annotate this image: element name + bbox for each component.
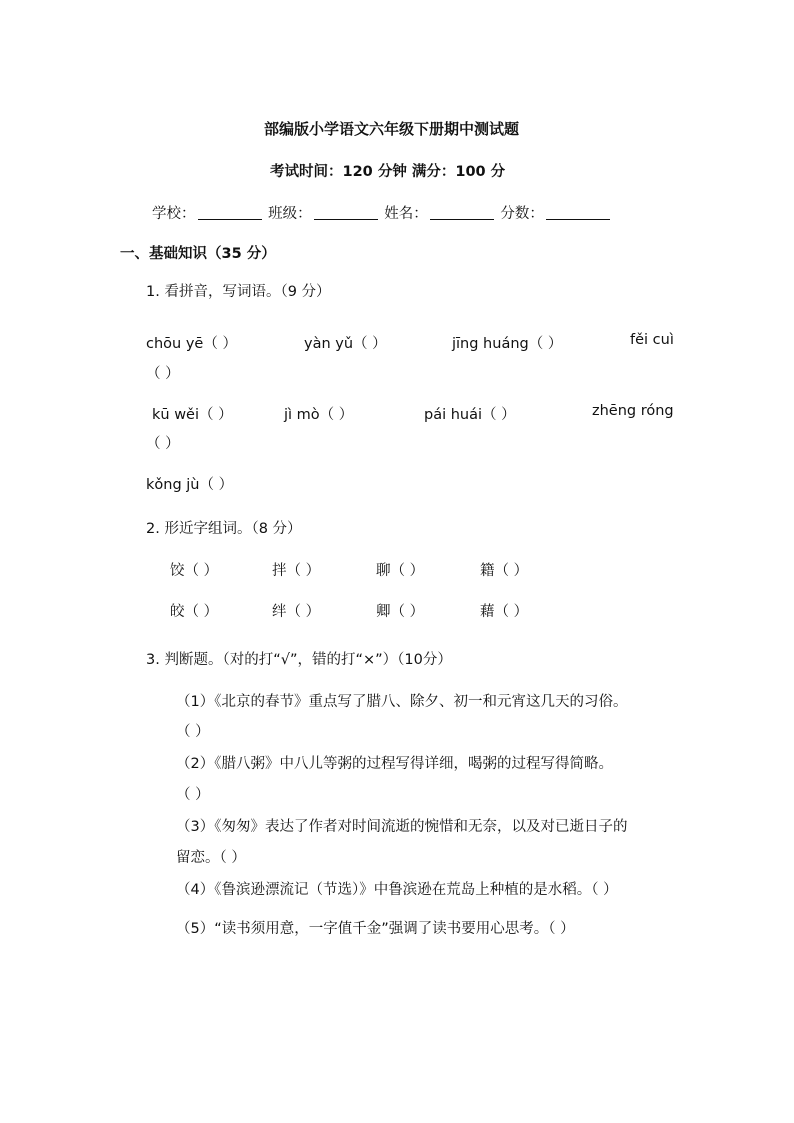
name-label: 姓名： (384, 206, 428, 222)
class-blank (314, 205, 378, 220)
section-1-heading: 一、基础知识（35 分） (120, 246, 276, 262)
q1-item-wrap: （ ） (146, 366, 180, 382)
q1-item-wrap: （ ） (146, 436, 180, 452)
q2-item: 藉（ ） (480, 604, 529, 620)
q3-answer-blank: （ ） (176, 787, 210, 803)
class-label: 班级： (268, 206, 312, 222)
q3-answer-blank: （ ） (176, 724, 210, 740)
q2-heading: 2. 形近字组词。（8 分） (146, 521, 302, 537)
q1-item: zhēng róng (592, 403, 674, 419)
q2-item: 饺（ ） (170, 563, 219, 579)
q1-item: chōu yē（ ） (146, 336, 237, 352)
school-label: 学校： (152, 206, 196, 222)
q1-item: fěi cuì (630, 332, 674, 348)
q3-statement: （4）《鲁滨逊漂流记（节选）》中鲁滨逊在荒岛上种植的是水稻。（ ） (176, 882, 618, 898)
q2-item: 聊（ ） (376, 563, 425, 579)
q3-statement: （1）《北京的春节》重点写了腊八、除夕、初一和元宵这几天的习俗。 (176, 694, 628, 710)
student-info-line (152, 202, 612, 223)
q3-statement: （5）“读书须用意，一字值千金”强调了读书要用心思考。（ ） (176, 921, 575, 937)
q3-statement: （3）《匆匆》表达了作者对时间流逝的惋惜和无奈，以及对已逝日子的 (176, 819, 628, 835)
q1-item: kū wěi（ ） (152, 407, 233, 423)
q1-item: jì mò（ ） (284, 407, 354, 423)
q2-item: 绊（ ） (272, 604, 321, 620)
q1-item: yàn yǔ（ ） (304, 336, 387, 352)
school-blank (198, 205, 262, 220)
q2-item: 拌（ ） (272, 563, 321, 579)
exam-info: 考试时间：120 分钟 满分：100 分 (270, 164, 506, 180)
q2-item: 籍（ ） (480, 563, 529, 579)
name-blank (430, 205, 494, 220)
q1-item: pái huái（ ） (424, 407, 516, 423)
score-label: 分数： (500, 206, 544, 222)
q2-item: 皎（ ） (170, 604, 219, 620)
q3-statement-cont: 留恋。（ ） (176, 850, 246, 866)
page-title: 部编版小学语文六年级下册期中测试题 (264, 120, 520, 138)
q1-item: jīng huáng（ ） (452, 336, 563, 352)
q3-heading: 3. 判断题。（对的打“√”，错的打“×”）（10分） (146, 652, 452, 668)
q1-item: kǒng jù（ ） (146, 477, 234, 493)
q1-heading: 1. 看拼音，写词语。（9 分） (146, 284, 331, 300)
score-blank (546, 205, 610, 220)
q2-item: 卿（ ） (376, 604, 425, 620)
q3-statement: （2）《腊八粥》中八儿等粥的过程写得详细，喝粥的过程写得简略。 (176, 756, 613, 772)
